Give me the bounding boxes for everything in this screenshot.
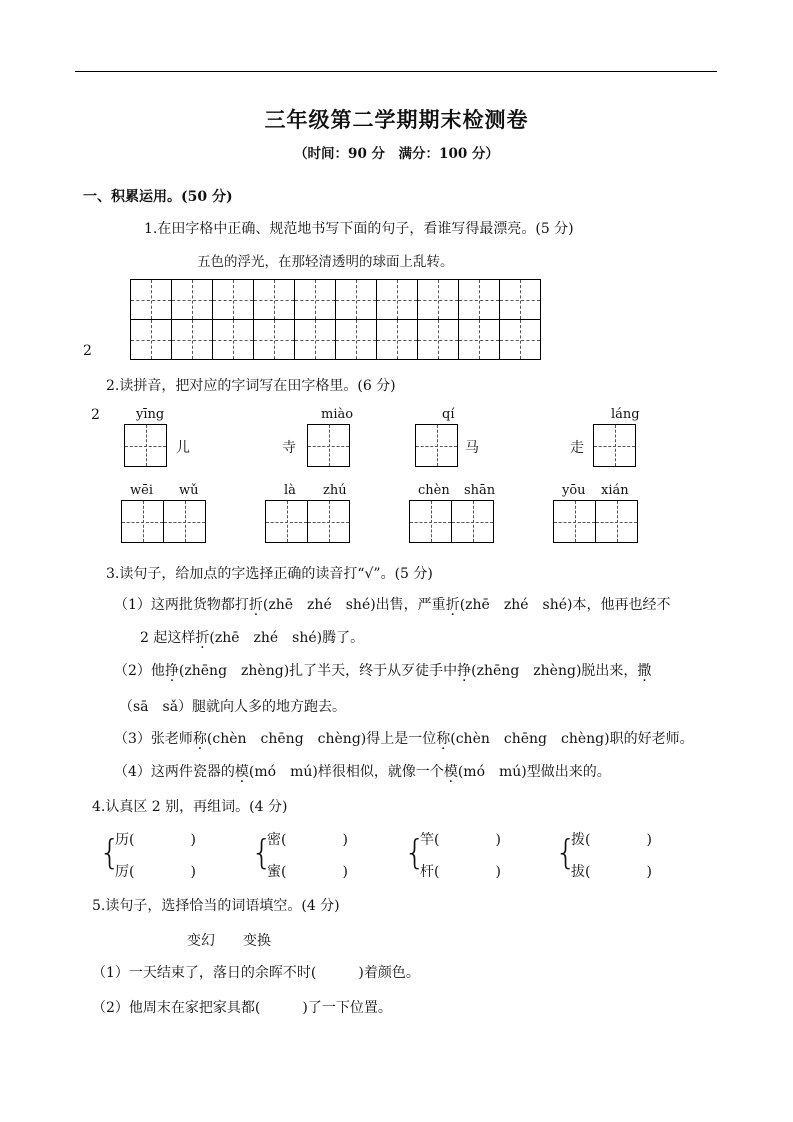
given-char: 寺	[282, 440, 296, 456]
answer-box[interactable]	[266, 501, 350, 543]
pinyin-label: xián	[601, 483, 629, 498]
brace-icon: {	[251, 833, 273, 873]
word-pair-bottom[interactable]: 拔( )	[571, 864, 652, 880]
word-pair-top[interactable]: 历( )	[115, 832, 196, 848]
pinyin-label: miào	[321, 407, 354, 422]
q1-writing-grid[interactable]	[131, 280, 541, 360]
q3-sentence-1-cont: 2 起这样折(zhē zhé shé)腾了。	[140, 630, 365, 646]
answer-box[interactable]	[410, 501, 494, 543]
q5-prompt: 5.读句子，选择恰当的词语填空。(4 分)	[92, 898, 340, 914]
word-pair-bottom[interactable]: 厉( )	[115, 864, 196, 880]
pinyin-label: qí	[442, 407, 455, 422]
q3-prompt: 3.读句子，给加点的字选择正确的读音打“√”。(5 分)	[106, 566, 433, 582]
word-pair-top[interactable]: 密( )	[267, 832, 348, 848]
pinyin-label: yōu	[562, 483, 586, 498]
answer-box[interactable]	[554, 501, 638, 543]
margin-mark: 2	[83, 343, 92, 359]
q3-sentence-1: （1）这两批货物都打折(zhē zhé shé)出售，严重折(zhē zhé shé)本，他再也经不	[114, 597, 671, 613]
given-char: 儿	[176, 440, 190, 456]
word-pair-top[interactable]: 竿( )	[420, 832, 501, 848]
q4-prompt: 4.认真区 2 别，再组词。(4 分)	[92, 799, 288, 815]
pinyin-label: chèn	[418, 483, 450, 498]
q3-sentence-4: （4）这两件瓷器的模(mó mú)样很相似，就像一个模(mó mú)型做出来的。	[114, 764, 611, 780]
q1-sentence: 五色的浮光，在那轻清透明的球面上乱转。	[197, 254, 454, 270]
pinyin-label: wǔ	[179, 483, 199, 498]
header-rule	[75, 71, 717, 72]
brace-icon: {	[99, 833, 121, 873]
word-choices: 变幻 变换	[187, 933, 271, 949]
answer-box[interactable]	[308, 425, 350, 467]
q1-prompt: 1.在田字格中正确、规范地书写下面的句子，看谁写得最漂亮。(5 分)	[144, 221, 574, 237]
pinyin-label: shān	[464, 483, 496, 498]
q5-sentence-2[interactable]: （2）他周末在家把家具都( )了一下位置。	[92, 1000, 392, 1016]
margin-mark: 2	[91, 407, 100, 423]
q3-sentence-2: （2）他挣(zhēng zhèng)扎了半天，终于从歹徒手中挣(zhēng zhèng)脱出来，撒	[114, 663, 652, 679]
given-char: 走	[570, 440, 584, 456]
given-char: 马	[465, 440, 479, 456]
pinyin-label: wēi	[130, 483, 153, 498]
q5-sentence-1[interactable]: （1）一天结束了，落日的余晖不时( )着颜色。	[92, 965, 420, 981]
answer-box[interactable]	[122, 501, 206, 543]
brace-icon: {	[555, 833, 577, 873]
word-pair-top[interactable]: 拨( )	[571, 832, 652, 848]
page-title: 三年级第二学期期末检测卷	[264, 107, 529, 132]
word-pair-bottom[interactable]: 杆( )	[420, 864, 501, 880]
answer-box[interactable]	[125, 425, 167, 467]
pinyin-label: zhú	[323, 483, 347, 498]
answer-box[interactable]	[594, 425, 636, 467]
page-subtitle: （时间：90 分 满分：100 分）	[294, 146, 499, 162]
pinyin-label: là	[284, 483, 296, 498]
word-pair-bottom[interactable]: 蜜( )	[267, 864, 348, 880]
q2-prompt: 2.读拼音，把对应的字词写在田字格里。(6 分)	[106, 378, 396, 394]
answer-box[interactable]	[416, 425, 458, 467]
section-heading: 一、积累运用。(50 分)	[83, 189, 233, 205]
pinyin-label: yīng	[136, 407, 165, 422]
q3-sentence-2-cont: （sā sǎ）腿就向人多的地方跑去。	[119, 699, 347, 715]
pinyin-label: láng	[611, 407, 640, 422]
q3-sentence-3: （3）张老师称(chèn chēng chèng)得上是一位称(chèn chēng chèng)职的好老师。	[114, 731, 694, 747]
brace-icon: {	[404, 833, 426, 873]
